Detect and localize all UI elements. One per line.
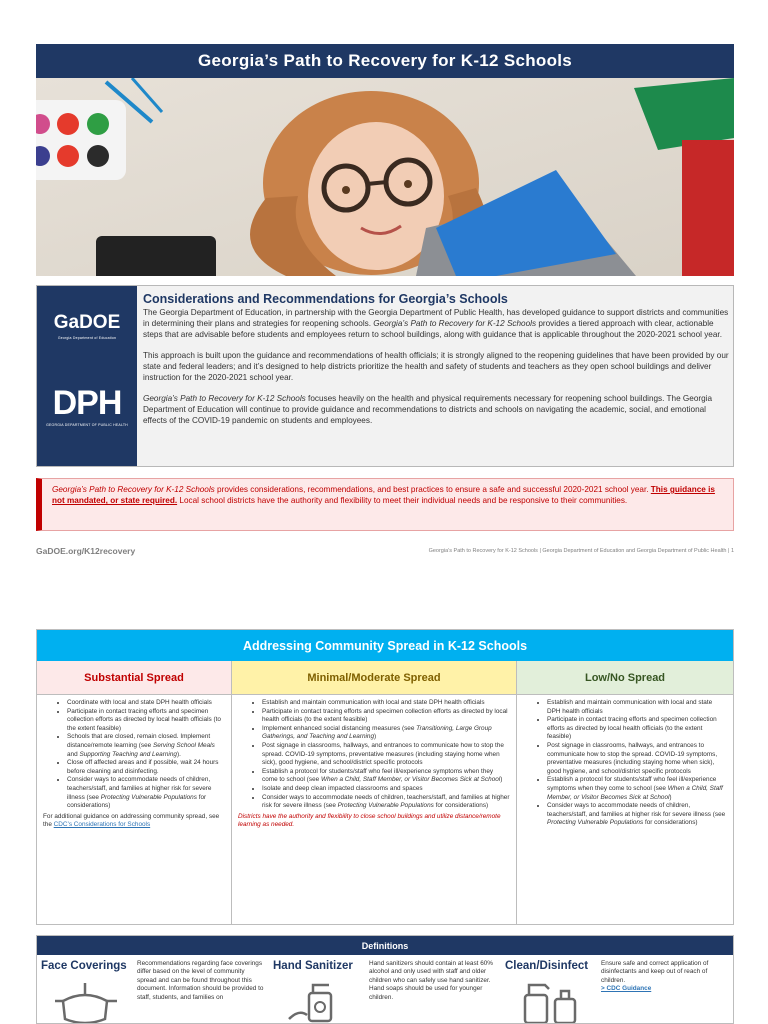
substantial-spread-list (37, 699, 231, 811)
text-run: focuses heavily on the health and physical requirements necessary for reopening school buildings. The Georgia Department of Education will continue to provide guidance and recommendations to districts and schools on navigating the academic, social, and emotional effects of the COVID-19 pandemic on students and employees. (143, 394, 713, 425)
text-run-italic: When a Child, Staff Member, or Visitor Becomes Sick at School (320, 776, 501, 784)
moderate-spread-list (232, 699, 516, 811)
moderate-spread-heading: Minimal/Moderate Spread (232, 661, 516, 695)
substantial-spread-column (37, 661, 232, 925)
text-run-italic: Transitioning, Large Group Gatherings, and Teaching and Learning (262, 724, 492, 741)
footer-url-link[interactable]: GaDOE.org/K12recovery (36, 546, 136, 556)
text-run: The Georgia Department of Education, in partnership with the Georgia Department of Public Health, has developed guidance to support districts and communities in determining their plans and strategies for reopening schools. (143, 308, 729, 328)
text-run: Consider ways to accommodate needs of children, teachers/staff, and families at higher risk for severe illness (see (67, 776, 212, 801)
dph-logo-text: DPH (52, 384, 122, 422)
text-run: for considerations) (433, 802, 489, 810)
text-run-italic: Serving School Meals (152, 741, 215, 749)
list-item: • Participate in contact tracing efforts and specimen collection efforts as directed by local health officials (to the extent feasible) (262, 708, 510, 725)
definition-clean-disinfect (501, 955, 733, 1024)
face-coverings-definition: Recommendations regarding face coverings differ based on the level of community spread and can be found throughout this document. Information should be provided to staff, students, and families on (137, 960, 264, 1001)
list-item: • Establish and maintain communication with local and state DPH health officials (547, 699, 727, 716)
dph-logo (41, 384, 133, 427)
text-run: Ensure safe and correct application of disinfectants and keep out of reach of children. (601, 960, 709, 984)
text-run: ) (500, 776, 503, 784)
low-spread-column (517, 661, 733, 925)
page-title: Georgia’s Path to Recovery for K-12 Schools (36, 44, 734, 78)
substantial-spread-note (37, 811, 231, 830)
text-run-italic: Supporting Teaching and Learning (79, 750, 177, 758)
text-run: ) (374, 733, 377, 741)
text-run: ) (669, 793, 672, 801)
list-item: • Establish and maintain communication with local and state DPH health officials (262, 699, 510, 708)
clean-disinfect-term: Clean/Disinfect (505, 960, 589, 972)
considerations-panel (36, 285, 734, 467)
list-item: • Participate in contact tracing efforts and specimen collection efforts as directed by local health officials (to the extent feasible) (547, 716, 727, 742)
definitions-panel (36, 935, 734, 1024)
text-run-italic: Protecting Vulnerable Populations (547, 819, 644, 827)
text-run-italic: When a Child, Staff Member, or Visitor Becomes Sick at School (547, 784, 723, 801)
text-run: for considerations) (67, 793, 207, 810)
text-run: Establish a protocol for students/staff who feel ill/experience symptoms when they come to school (see (547, 776, 717, 792)
text-run: For additional guidance on addressing community spread, see the (43, 812, 220, 829)
list-item: • Post signage in classrooms, hallways, and entrances to communicate how to stop the spread. COVID-19 symptoms, preventative measures (including staying home when sick), good hygiene, and school/district specific protocols (547, 742, 727, 776)
text-run-italic: Protecting Vulnerable Populations (337, 802, 434, 810)
text-run: Schools that are closed, remain closed. Implement distance/remote learning (see (67, 733, 211, 749)
substantial-spread-heading: Substantial Spread (37, 661, 231, 695)
hero-photo (36, 78, 734, 276)
list-item: • Participate in contact tracing efforts and specimen collection efforts as directed by local health officials (to the extent feasible) (67, 708, 225, 734)
considerations-text (143, 294, 729, 436)
face-mask-icon (51, 979, 121, 1024)
list-item (262, 725, 510, 742)
text-run-italic: Georgia’s Path to Recovery for K-12 Schools (373, 319, 537, 328)
text-run-italic: Georgia’s Path to Recovery for K-12 Schools (143, 394, 306, 403)
list-item (547, 802, 727, 828)
community-spread-title: Addressing Community Spread in K-12 Schools (37, 630, 733, 661)
page-footer (36, 546, 734, 560)
footer-page-info: Georgia’s Path to Recovery for K-12 Schools | Georgia Department of Education and Georgia Department of Public Health | 1 (428, 548, 734, 554)
face-coverings-term: Face Coverings (41, 960, 127, 972)
hero-illustration (36, 78, 734, 276)
gadoe-logo-subtext: Georgia Department of Education (57, 336, 117, 340)
definitions-title: Definitions (37, 936, 733, 955)
dph-logo-subtext: GEORGIA DEPARTMENT OF PUBLIC HEALTH (46, 423, 128, 427)
spray-bottle-icon (515, 979, 585, 1024)
list-item (262, 768, 510, 785)
list-item: • Post signage in classrooms, hallways, and entrances to communicate how to stop the spread. COVID-19 symptoms, preventative measures (including staying home when sick), good hygiene, and school/district specific protocols (262, 742, 510, 768)
hand-sanitizer-icon (283, 979, 353, 1024)
list-item: • Coordinate with local and state DPH health officials (67, 699, 225, 708)
text-run: Consider ways to accommodate needs of children, teachers/staff, and families at higher risk for severe illness (see (262, 793, 510, 810)
moderate-spread-note: Districts have the authority and flexibility to close school buildings and utilize distance/remote learning as needed. (238, 812, 501, 829)
text-run: for considerations) (643, 819, 698, 827)
list-item (67, 733, 225, 759)
text-run: and (67, 750, 80, 758)
considerations-paragraph-3 (143, 393, 729, 426)
text-run: Implement enhanced social distancing measures (see (262, 724, 417, 732)
list-item: • Close off affected areas and if possible, wait 24 hours before cleaning and disinfecting. (67, 759, 225, 776)
considerations-heading: Considerations and Recommendations for Georgia’s Schools (143, 292, 508, 306)
gadoe-logo-text: GaDOE (53, 312, 121, 333)
list-item (67, 776, 225, 810)
low-spread-list (517, 699, 733, 828)
hand-sanitizer-definition: Hand sanitizers should contain at least 60% alcohol and only used with staff and older children who can safely use hand sanitizer. Hand soaps should be used for younger children. (369, 960, 493, 1001)
text-run: Local school districts have the authority and flexibility to meet their individual needs and be responsive to their communities. (177, 496, 628, 505)
low-spread-heading: Low/No Spread (517, 661, 733, 695)
considerations-paragraph-1 (143, 307, 729, 340)
text-run: Establish a protocol for students/staff who feel ill/experience symptoms when they come to school (see (262, 767, 494, 784)
text-run: Consider ways to accommodate needs of children, teachers/staff, and families at higher risk for severe illness (see (547, 802, 726, 818)
text-run: provides a tiered approach with clear, actionable steps that are advisable before students and employees return to school buildings, along with guidance that is applicable throughout the 2020-2021 school year. (143, 319, 722, 339)
moderate-spread-column (232, 661, 517, 925)
text-run-italic: Georgia’s Path to Recovery for K-12 Schools (52, 485, 215, 494)
list-item (262, 794, 510, 811)
considerations-paragraph-2: This approach is built upon the guidance and recommendations of health officials; it is strongly aligned to the reopening guidelines that have been provided by our state and federal leaders; and it’s designed to help districts prioritize the health and safety of students and teachers as they open school buildings and deliver instruction for the 2020-2021 school year. (143, 351, 729, 382)
hand-sanitizer-term: Hand Sanitizer (273, 960, 353, 972)
text-run: ). (176, 750, 181, 758)
text-run: provides considerations, recommendations, and best practices to ensure a safe and successful 2020-2021 school year. (214, 485, 651, 494)
text-run-italic: Protecting Vulnerable Populations (100, 793, 197, 801)
not-mandated-text: This guidance is not mandated, or state required. (52, 485, 715, 505)
definition-face-coverings (37, 955, 269, 1024)
clean-disinfect-definition (601, 960, 729, 994)
cdc-considerations-link[interactable]: CDC’s Considerations for Schools (53, 821, 151, 829)
community-spread-table (36, 629, 734, 925)
disclaimer-notice (36, 478, 734, 531)
definition-hand-sanitizer (269, 955, 501, 1024)
list-item (547, 776, 727, 802)
cdc-guidance-link[interactable]: > CDC Guidance (601, 985, 652, 993)
gadoe-logo (41, 312, 133, 340)
list-item: • Isolate and deep clean impacted classrooms and spaces (262, 785, 510, 794)
logo-column (37, 286, 137, 466)
